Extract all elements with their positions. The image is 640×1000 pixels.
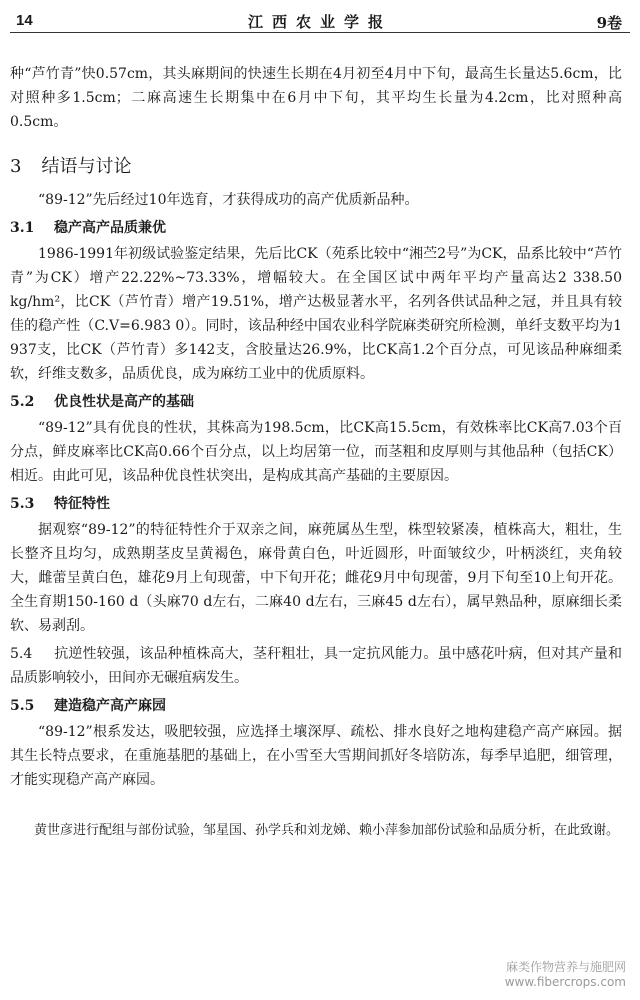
subsection-number: 5.4 xyxy=(10,646,33,662)
acknowledgement: 黄世彦进行配组与部份试验，邹星国、孙学兵和刘龙娣、赖小萍参加部份试验和品质分析，在此致谢。 xyxy=(34,823,620,838)
subsection-paragraph: 1986-1991年初级试验鉴定结果，先后比CK（苑系比较中“湘苎2号”为CK，品系比较中“芦竹青”为CK）增产22.22%~73.33%，增幅较大。在全国区试中两年平均产量高达2 338.50 kg/hm²，比CK（芦竹青）增产19.51%，增产达极显著水平，名列各供试品种之冠，并且具有较佳的稳产性（C.V=6.983 0）。同时，该品种经中国农业科学院麻类研究所检测，单纤支数平均为1 937支，比CK（芦竹青）多142支，含胶量达26.9%，比CK高1.2个百分点，可见该品种麻细柔软，纤维支数多，品质优良，成为麻纺工业中的优质原料。 xyxy=(10,246,622,382)
subsection-paragraph: “89-12”根系发达，吸肥较强，应选择土壤深厚、疏松、排水良好之地构建稳产高产麻园。据其生长特点要求，在重施基肥的基础上，在小雪至大雪期间抓好冬培防冻，每季早追肥，细管理，才能实现稳产高产麻园。 xyxy=(10,724,622,788)
section-heading xyxy=(10,154,622,180)
watermark xyxy=(505,960,626,990)
subsection-heading xyxy=(10,390,622,414)
subsection-heading xyxy=(10,492,622,516)
subsection-number: 5.2 xyxy=(10,394,35,410)
watermark-url: www.fibercrops.com xyxy=(504,975,626,989)
intro-paragraph: 种“芦竹青”快0.57cm，其头麻期间的快速生长期在4月初至4月中下旬，最高生长量达5.6cm，比对照种多1.5cm；二麻高速生长期集中在6月中下旬，其平均生长量为4.2cm，比对照种高0.5cm。 xyxy=(10,66,622,130)
body-text xyxy=(10,62,622,842)
subsection-paragraph: 据观察“89-12”的特征特性介于双亲之间，麻蔸属丛生型，株型较紧凑，植株高大，粗壮，生长整齐且均匀，成熟期茎皮呈黄褐色，麻骨黄白色，叶近圆形，叶面皱纹少，叶柄淡红，夹角较大，雌蕾呈黄白色，雄花9月上旬现蕾，中下旬开花；雌花9月中旬现蕾，9月下旬至10上旬开花。全生育期150-160 d（头麻70 d左右，二麻40 d左右，三麻45 d左右），属早熟品种，原麻细长柔软、易剥刮。 xyxy=(10,522,622,634)
section-title: 结语与讨论 xyxy=(41,156,132,177)
section-intro: “89-12”先后经过10年选育，才获得成功的高产优质新品种。 xyxy=(38,192,419,208)
subsection-title: 建造稳产高产麻园 xyxy=(54,698,166,714)
subsection-paragraph: 该品种植株高大，茎秆粗壮，具一定抗风能力。虽中感花叶病，但对其产量和品质影响较小，田间亦无碾疽病发生。 xyxy=(10,646,623,686)
subsection-heading xyxy=(10,216,622,240)
inline-subsection: 5.4 抗逆性较强，该品种植株高大，茎秆粗壮，具一定抗风能力。虽中感花叶病，但对其产量和品质影响较小，田间亦无碾疽病发生。 xyxy=(10,642,622,690)
subsection-paragraph: “89-12”具有优良的性状，其株高为198.5cm，比CK高15.5cm，有效株率比CK高7.03个百分点，鲜皮麻率比CK高0.66个百分点，以上均居第一位，而茎粗和皮厚则与其他品种（包括CK）相近。由此可见，该品种优良性状突出，是构成其高产基础的主要原因。 xyxy=(10,420,622,484)
watermark-site-name: 麻类作物营养与施肥网 xyxy=(505,960,626,974)
subsection-number: 3.1 xyxy=(10,220,35,236)
subsection-title: 稳产高产品质兼优 xyxy=(54,220,166,236)
subsection-number: 5.3 xyxy=(10,496,35,512)
subsection-number: 5.5 xyxy=(10,698,35,714)
subsection-title: 抗逆性较强 xyxy=(54,646,126,662)
section-number: 3 xyxy=(10,156,22,177)
journal-title: 江西农业学报 xyxy=(247,13,392,31)
subsection-title: 特征特性 xyxy=(54,496,110,512)
page-number: 14 xyxy=(16,12,33,29)
subsection-heading xyxy=(10,694,622,718)
subsection-title: 优良性状是高产的基础 xyxy=(54,394,194,410)
running-head xyxy=(10,6,630,33)
volume-label: 9卷 xyxy=(596,14,622,32)
